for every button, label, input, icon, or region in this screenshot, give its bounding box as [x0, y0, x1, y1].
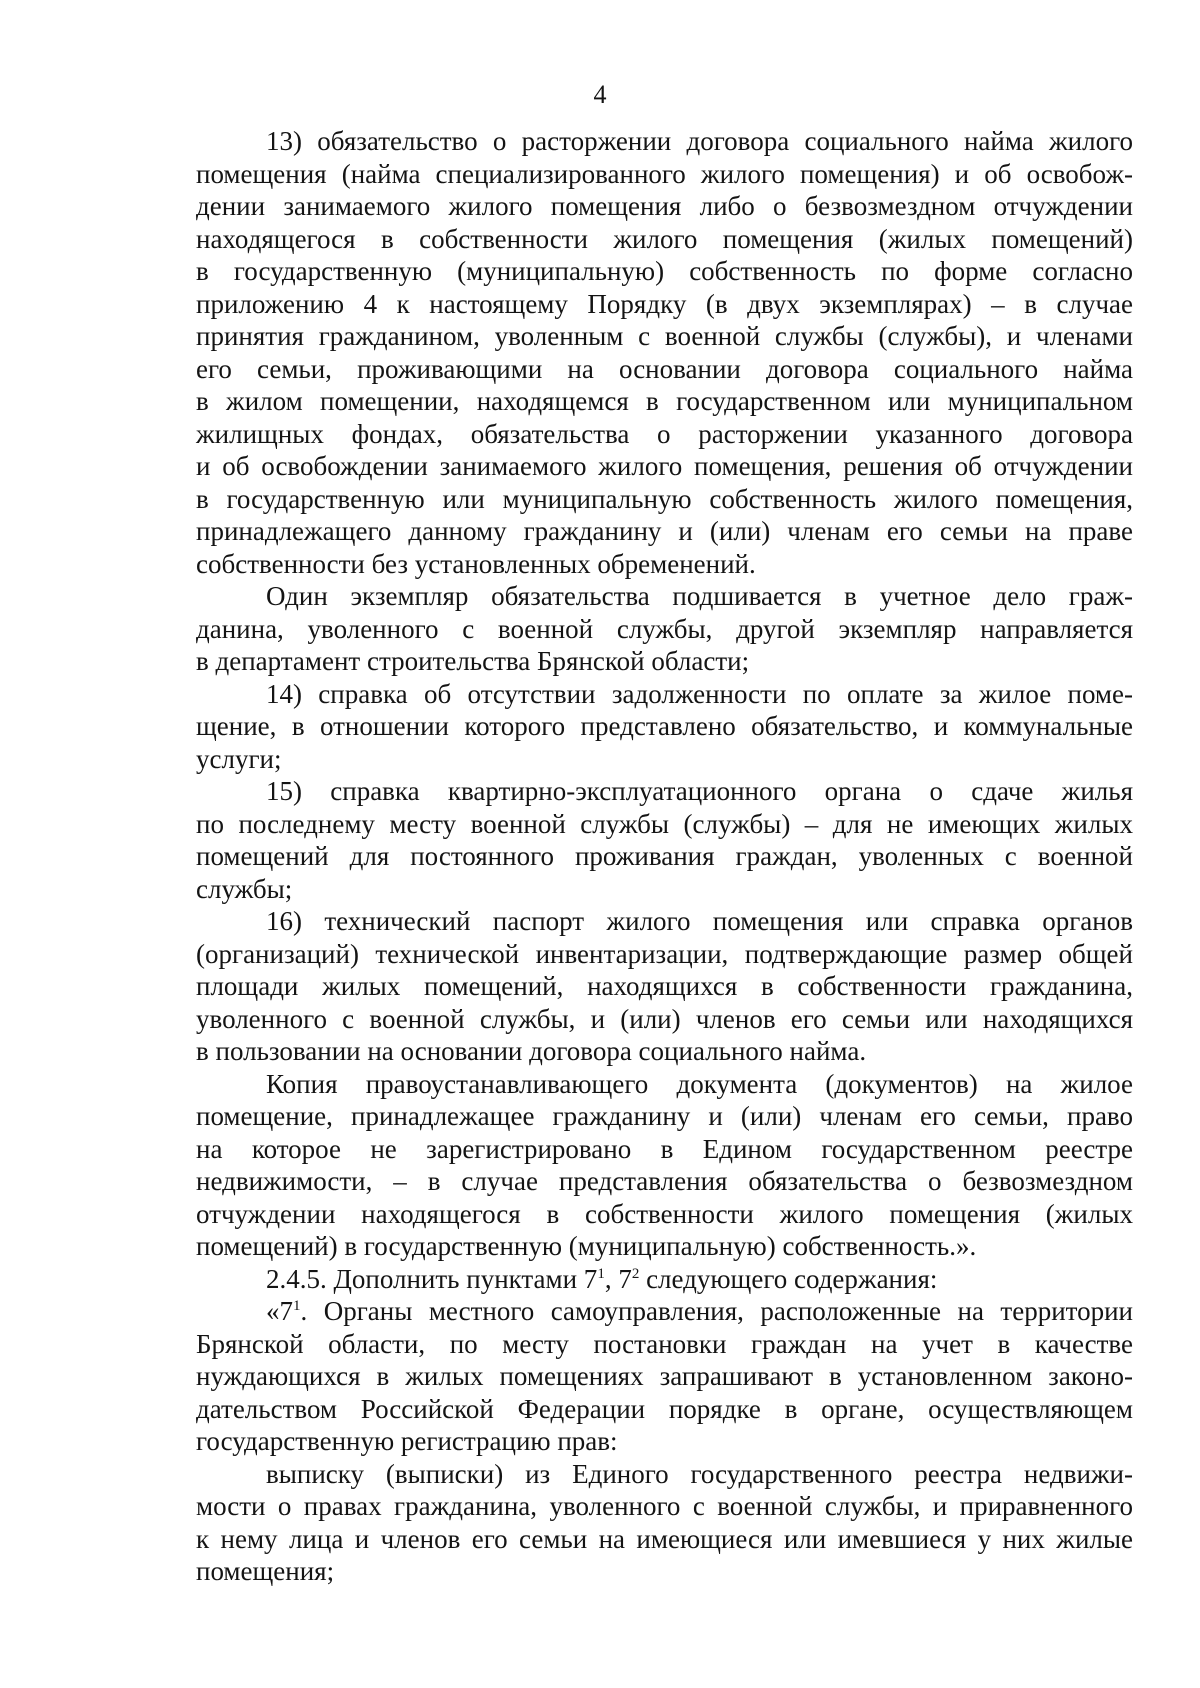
- text-line: жилищных фондах, обязательства о расторжении указанного договора: [196, 418, 1133, 449]
- text-line: 15) справка квартирно-эксплуатационного органа о сдаче жилья: [266, 776, 1133, 806]
- text-line: по последнему месту военной службы (службы) – для не имеющих жилых: [196, 808, 1133, 839]
- paragraph-item-15: [196, 775, 1133, 905]
- text-line: 13) обязательство о расторжении договора социального найма жилого: [266, 126, 1133, 156]
- section-prefix: 2.4.5. Дополнить пунктами 7: [266, 1263, 598, 1294]
- text-line: (организаций) технической инвентаризации, подтверждающие размер общей: [196, 938, 1133, 969]
- item-7-1-first-line: [196, 1295, 1133, 1328]
- text-line: помещений) в государственную (муниципальную) собственность.».: [196, 1231, 977, 1261]
- page-number: 4: [593, 80, 607, 109]
- text-line: 14) справка об отсутствии задолженности по оплате за жилое поме-: [266, 678, 1133, 709]
- text-line: выписку (выписки) из Единого государственного реестра недвижи-: [266, 1458, 1133, 1489]
- text-line: помещение, принадлежащее гражданину и (или) членам его семьи, право: [196, 1101, 1133, 1131]
- section-heading-line: [196, 1263, 1133, 1296]
- text-line: приложению 4 к настоящему Порядку (в двух экземплярах) – в случае: [196, 288, 1133, 319]
- document-body: [196, 125, 1133, 1588]
- item-prefix: «7: [266, 1296, 293, 1326]
- text-line: помещения;: [196, 1556, 335, 1586]
- text-line: к нему лица и членов его семьи на имеющиеся или имевшиеся у них жилые: [196, 1523, 1133, 1554]
- text-line: уволенного с военной службы, и (или) членов его семьи или находящихся: [196, 1003, 1133, 1034]
- text-line: собственности без установленных обременений.: [196, 548, 756, 579]
- paragraph-item-13: [196, 125, 1133, 580]
- text-line: в департамент строительства Брянской области;: [196, 646, 750, 676]
- text-line: и об освобождении занимаемого жилого помещения, решения об отчуждении: [196, 451, 1133, 481]
- superscript-1: 1: [597, 1265, 605, 1282]
- text-line: мости о правах гражданина, уволенного с военной службы, и приравненного: [196, 1491, 1133, 1521]
- text-line: находящегося в собственности жилого помещения (жилых помещений): [196, 223, 1133, 254]
- item-first-line-rest: . Органы местного самоуправления, расположенные на территории: [300, 1296, 1133, 1326]
- superscript-item: 1: [293, 1298, 301, 1314]
- text-line: на которое не зарегистрировано в Едином государственном реестре: [196, 1133, 1133, 1164]
- text-line: услуги;: [196, 743, 282, 774]
- paragraph-extract-request: [196, 1458, 1133, 1588]
- text-line: в жилом помещении, находящемся в государственном или муниципальном: [196, 386, 1133, 416]
- text-line: принятия гражданином, уволенным с военной службы (службы), и членами: [196, 321, 1133, 351]
- text-line: его семьи, проживающими на основании договора социального найма: [196, 353, 1133, 384]
- section-2-4-5: [196, 1263, 1133, 1296]
- text-line: дении занимаемого жилого помещения либо о безвозмездном отчуждении: [196, 191, 1133, 221]
- paragraph-item-14: [196, 678, 1133, 776]
- text-line: Брянской области, по месту постановки граждан на учет в качестве: [196, 1328, 1133, 1359]
- text-line: принадлежащего данному гражданину и (или) членам его семьи на праве: [196, 516, 1133, 546]
- text-line: в государственную или муниципальную собственность жилого помещения,: [196, 483, 1133, 514]
- text-line: щение, в отношении которого представлено обязательство, и коммунальные: [196, 711, 1133, 741]
- text-line: помещений для постоянного проживания граждан, уволенных с военной: [196, 841, 1133, 871]
- paragraph-item-16: [196, 905, 1133, 1068]
- text-line: помещения (найма специализированного жилого помещения) и об освобож-: [196, 158, 1133, 189]
- text-line: дательством Российской Федерации порядке в органе, осуществляющем: [196, 1393, 1133, 1424]
- paragraph-item-7-1: [196, 1295, 1133, 1458]
- text-line: площади жилых помещений, находящихся в собственности гражданина,: [196, 971, 1133, 1001]
- text-line: нуждающихся в жилых помещениях запрашивают в установленном законо-: [196, 1361, 1133, 1391]
- text-line: Один экземпляр обязательства подшивается в учетное дело граж-: [266, 581, 1133, 611]
- text-line: 16) технический паспорт жилого помещения или справка органов: [266, 906, 1133, 936]
- superscript-2: 2: [631, 1265, 640, 1282]
- text-line: в государственную (муниципальную) собственность по форме согласно: [196, 256, 1133, 286]
- paragraph-title-document-copy: [196, 1068, 1133, 1263]
- text-line: в пользовании на основании договора социального найма.: [196, 1036, 867, 1066]
- section-middle: , 7: [604, 1263, 632, 1294]
- text-line: службы;: [196, 873, 293, 904]
- text-line: отчуждении находящегося в собственности жилого помещения (жилых: [196, 1198, 1133, 1229]
- text-line: данина, уволенного с военной службы, другой экземпляр направляется: [196, 613, 1133, 644]
- text-line: Копия правоустанавливающего документа (документов) на жилое: [266, 1068, 1133, 1099]
- paragraph-copy-note: [196, 580, 1133, 678]
- section-suffix: следующего содержания:: [639, 1263, 938, 1294]
- text-line: недвижимости, – в случае представления обязательства о безвозмездном: [196, 1166, 1133, 1196]
- text-line: государственную регистрацию прав:: [196, 1426, 618, 1456]
